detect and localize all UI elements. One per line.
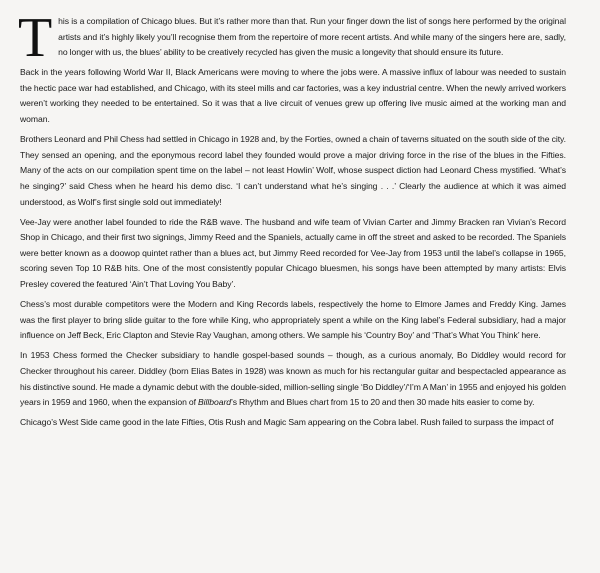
paragraph-postwar: Back in the years following World War II, Black Americans were moving to where the jobs were. A massive influx of labour was needed to sustain the hectic pace war had established, and Chicago, with its steel mills and car factories, was a key industrial centre. When the newly arrived workers weren’t working they needed to be entertained. So it was that a live circuit of venues grew up offering live music aimed at the working man and woman. [20, 67, 566, 125]
liner-notes-text [18, 7, 566, 431]
paragraph-checker [20, 348, 566, 410]
paragraph-intro-text: his is a compilation of Chicago blues. But it’s rather more than that. Run your finger down the list of songs here performed by the original artists and it’s highly likely you’ll recognise them from the repertoire of more recent artists. And while many of the singers here are, sadly, no longer with us, the blues’ ability to be creatively recycled has given the music a longevity that should ensure its future. [58, 16, 566, 58]
paragraph-westside: Chicago’s West Side came good in the late Fifties, Otis Rush and Magic Sam appearing on the Cobra label. Rush failed to surpass the impact of [20, 417, 554, 428]
paragraph-checker-text-1: In 1953 Chess formed the Checker subsidiary to handle gospel-based sounds – though, as a curious anomaly, Bo Diddley would record for Checker throughout his career. Diddley (born Elias Bates in 1928) was known as much for his rectangular guitar and bespectacled appearance as his distinctive sound. He made a dynamic debut with the double-sided, million-selling single ‘Bo Diddley’/‘I’m A Man’ in 1955 and enjoyed his golden years in 1959 and 1960, when the expansion of [20, 350, 566, 408]
paragraph-intro [18, 7, 566, 69]
drop-cap: T [18, 7, 53, 69]
paragraph-checker-text-2: ’s Rhythm and Blues chart from 15 to 20 and then 30 made hits easier to come by. [231, 397, 535, 408]
paragraph-chess: Brothers Leonard and Phil Chess had settled in Chicago in 1928 and, by the Forties, owned a chain of taverns situated on the south side of the city. They sensed an opening, and the eponymous record label they founded would prove a major driving force in the rise of the blues in the Fifties. Many of the acts on our compilation spent time on the label – not least Howlin’ Wolf, whose suspect diction had Leonard Chess mystified. ‘What’s he singing?’ said Chess when he heard his demo disc. ‘I can’t understand what he’s singing . . .’ Clearly the audience at which it was aimed understood, as Wolf’s first single sold out immediately! [20, 134, 566, 207]
paragraph-veejay: Vee-Jay were another label founded to ride the R&B wave. The husband and wife team of Vivian Carter and Jimmy Bracken ran Vivian’s Record Shop in Chicago, and their first two signings, Jimmy Reed and the Spaniels, actually came in off the street and asked to be recorded. The Spaniels were better known as a doowop quintet rather than a blues act, but Jimmy Reed recorded for Vee-Jay from 1953 until the label’s collapse in 1965, scoring seven Top 10 R&B hits. One of the most consistently popular Chicago bluesmen, his songs have been attempted by many artists: Elvis Presley covered the featured ‘Ain’t That Loving You Baby’. [20, 216, 566, 289]
paragraph-competitors: Chess’s most durable competitors were the Modern and King Records labels, respectively the home to Elmore James and Freddy King. James was the first player to bring slide guitar to the fore while King, who appropriately spent a while on the King label’s Federal subsidiary, had a major influence on Jeff Beck, Eric Clapton and Stevie Ray Vaughan, among others. We sample his ‘Country Boy’ and ‘That’s What You Think’ here. [20, 299, 566, 341]
billboard-title: Billboard [198, 397, 231, 408]
